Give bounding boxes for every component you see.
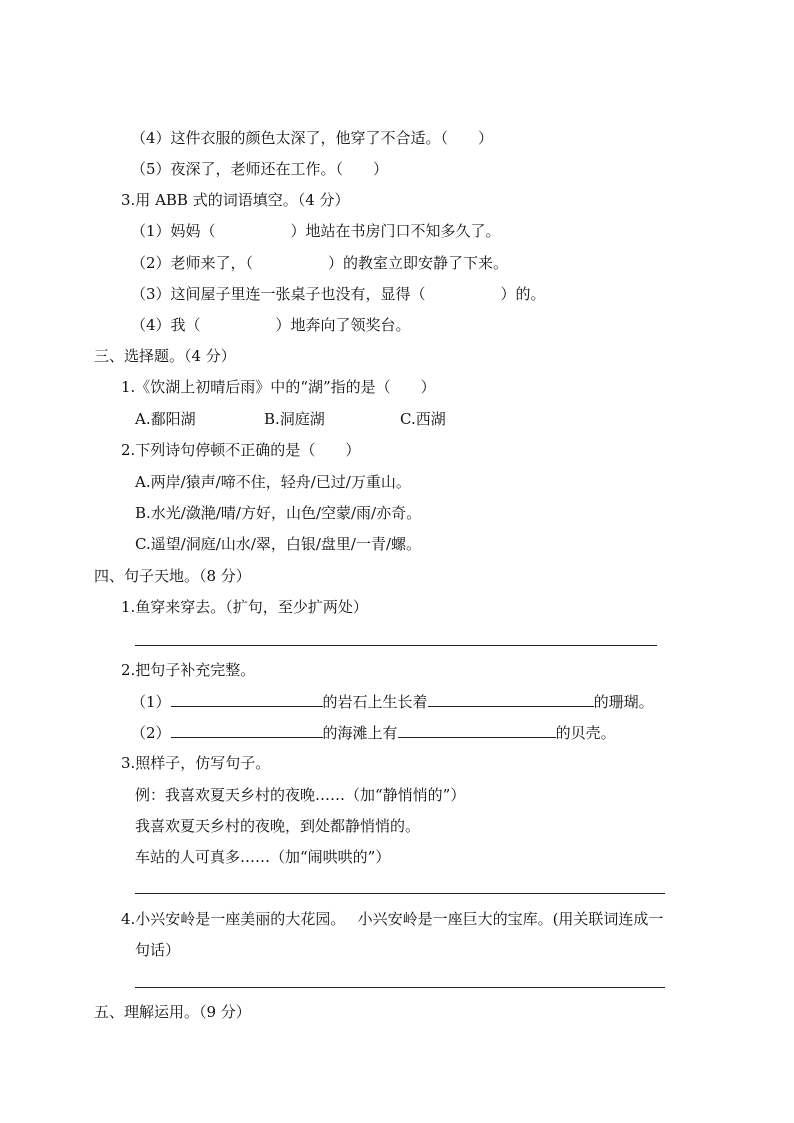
- example-answer: 我喜欢夏天乡村的夜晚，到处都静悄悄的。: [135, 817, 421, 835]
- complete-sentence-1-mid: 的岩石上生长着: [322, 693, 428, 711]
- answer-line-3[interactable]: [135, 893, 665, 894]
- imitation-prompt: 车站的人可真多……（加“闹哄哄的”）: [135, 848, 391, 866]
- complete-sentence-2-end: 的贝壳。: [555, 724, 616, 742]
- choice-option-c: C.西湖: [400, 410, 446, 428]
- example-sentence: 例：我喜欢夏天乡村的夜晚……（加“静悄悄的”）: [135, 786, 466, 804]
- choice-question-2: 2.下列诗句停顿不正确的是（ ）: [121, 441, 361, 459]
- choice-q2-option-b: B.水光/潋滟/晴/方好，山色/空蒙/雨/亦奇。: [135, 504, 422, 522]
- section-3-heading: 三、选择题。（4 分）: [94, 347, 236, 365]
- fill-blank[interactable]: [428, 691, 594, 707]
- fill-blank[interactable]: [171, 722, 323, 738]
- fill-blank[interactable]: [398, 722, 556, 738]
- section-5-heading: 五、理解运用。（9 分）: [94, 1003, 251, 1021]
- sentence-task-2: 2.把句子补充完整。: [121, 661, 256, 679]
- complete-sentence-2-mid: 的海滩上有: [322, 724, 398, 742]
- choice-question-1: 1.《饮湖上初晴后雨》中的“湖”指的是（ ）: [121, 378, 436, 396]
- section-4-heading: 四、句子天地。（8 分）: [94, 567, 251, 585]
- abb-item-1: （1）妈妈（ ）地站在书房门口不知多久了。: [131, 222, 501, 240]
- answer-line-1[interactable]: [135, 645, 657, 646]
- choice-option-a: A.鄱阳湖: [135, 410, 196, 428]
- answer-line-4[interactable]: [135, 987, 665, 988]
- sentence-task-3: 3.照样子，仿写句子。: [121, 754, 271, 772]
- question-line-5: （5）夜深了，老师还在工作。（ ）: [131, 160, 389, 178]
- fill-blank[interactable]: [171, 691, 323, 707]
- complete-sentence-1-end: 的珊瑚。: [593, 693, 654, 711]
- abb-item-4: （4）我（ ）地奔向了领奖台。: [131, 316, 411, 334]
- complete-sentence-2-num: （2）: [131, 724, 171, 742]
- complete-sentence-1: [131, 691, 654, 712]
- choice-option-b: B.洞庭湖: [264, 410, 325, 428]
- choice-q2-option-c: C.遥望/洞庭/山水/翠，白银/盘里/一青/螺。: [135, 535, 422, 553]
- choice-q2-option-a: A.两岸/猿声/啼不住，轻舟/已过/万重山。: [135, 473, 411, 491]
- sentence-task-1: 1.鱼穿来穿去。（扩句，至少扩两处）: [121, 598, 368, 616]
- sentence-task-4: 4.小兴安岭是一座美丽的大花园。 小兴安岭是一座巨大的宝库。(用关联词连成一: [121, 910, 664, 928]
- abb-item-3: （3）这间屋子里连一张桌子也没有，显得（ ）的。: [131, 285, 546, 303]
- section-abb-heading: 3.用 ABB 式的词语填空。（4 分）: [121, 191, 350, 209]
- sentence-task-4-cont: 句话）: [135, 941, 181, 959]
- complete-sentence-1-num: （1）: [131, 693, 171, 711]
- question-line-4: （4）这件衣服的颜色太深了，他穿了不合适。（ ）: [131, 129, 494, 147]
- abb-item-2: （2）老师来了，（ ）的教室立即安静了下来。: [131, 254, 509, 272]
- complete-sentence-2: [131, 722, 616, 743]
